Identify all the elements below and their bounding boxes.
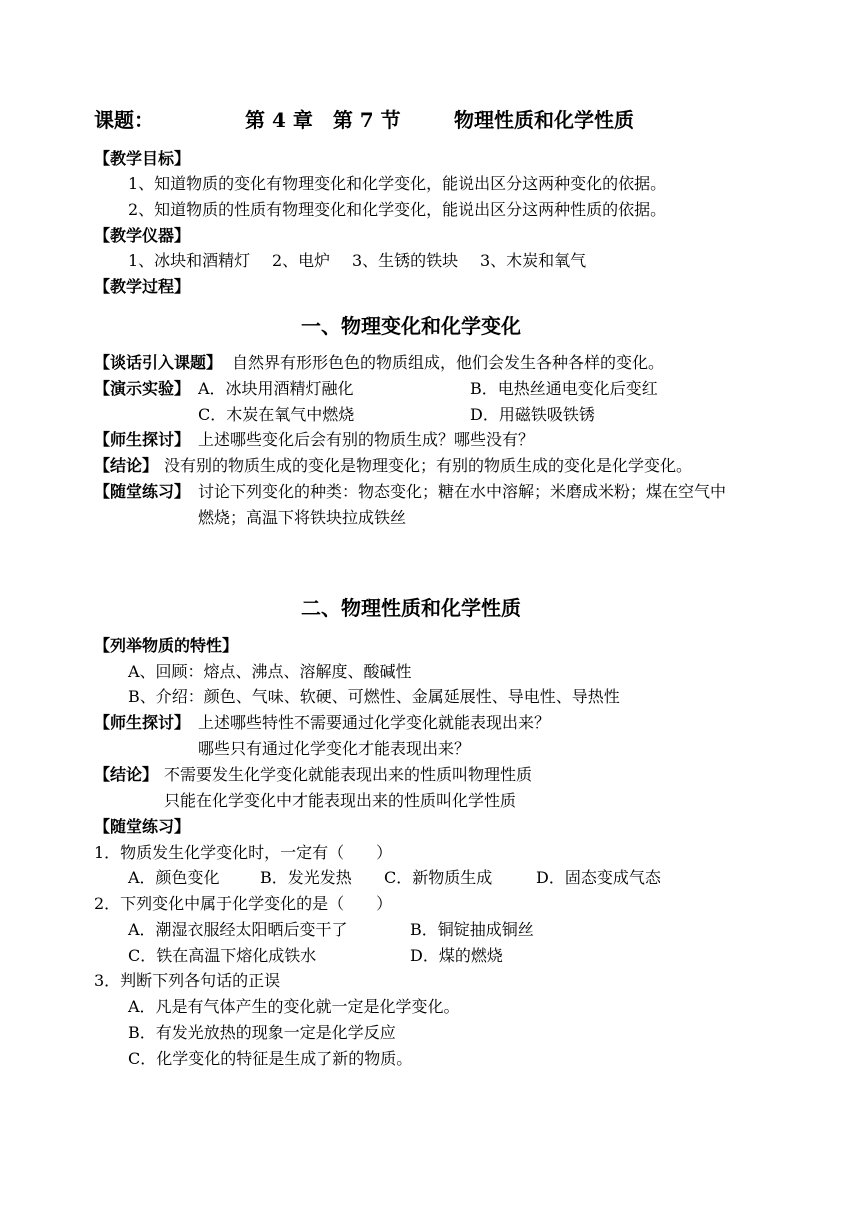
q1-option-a: A．颜色变化 xyxy=(128,868,220,887)
list-item-b: B、介绍：颜色、气味、软硬、可燃性、金属延展性、导电性、导热性 xyxy=(128,687,620,706)
practice1-line2: 燃烧；高温下将铁块拉成铁丝 xyxy=(198,508,407,527)
instrument-item-4: 3、木炭和氧气 xyxy=(480,251,587,270)
conclusion1-text: 没有别的物质生成的变化是物理变化；有别的物质生成的变化是化学变化。 xyxy=(164,456,693,475)
q2-option-b: B．铜锭抽成铜丝 xyxy=(410,920,534,939)
q1-option-b: B．发光发热 xyxy=(260,868,352,887)
discuss2-line1: 上述哪些特性不需要通过化学变化就能表现出来？ xyxy=(198,713,551,732)
goals-heading: 【教学目标】 xyxy=(94,149,191,168)
q3-stem: 3．判断下列各句话的正误 xyxy=(94,971,281,990)
instruments-heading: 【教学仪器】 xyxy=(94,226,191,245)
title-topic: 物理性质和化学性质 xyxy=(454,108,634,132)
demo-option-a: A．冰块用酒精灯融化 xyxy=(198,379,354,398)
instrument-item-1: 1、冰块和酒精灯 xyxy=(128,251,251,270)
discuss2-line2: 哪些只有通过化学变化才能表现出来？ xyxy=(198,739,471,758)
q3-statement-b: B．有发光放热的现象一定是化学反应 xyxy=(128,1023,396,1042)
demo-option-c: C．木炭在氧气中燃烧 xyxy=(198,405,355,424)
discuss1-label: 【师生探讨】 xyxy=(94,430,191,449)
title-chapter: 第 4 章 第 7 节 xyxy=(245,108,401,132)
practice1-label: 【随堂练习】 xyxy=(94,482,191,501)
intro-label: 【谈话引入课题】 xyxy=(94,353,223,372)
intro-text: 自然界有形形色色的物质组成，他们会发生各种各样的变化。 xyxy=(232,353,665,372)
section1-heading: 一、物理变化和化学变化 xyxy=(301,314,521,338)
conclusion2-line2: 只能在化学变化中才能表现出来的性质叫化学性质 xyxy=(164,791,517,810)
goal-item-2: 2、知道物质的性质有物理变化和化学变化，能说出区分这两种性质的依据。 xyxy=(128,200,667,219)
section2-heading: 二、物理性质和化学性质 xyxy=(301,596,521,620)
q1-option-d: D．固态变成气态 xyxy=(536,868,661,887)
list-item-a: A、回顾：熔点、沸点、溶解度、酸碱性 xyxy=(128,662,412,681)
q3-statement-a: A．凡是有气体产生的变化就一定是化学变化。 xyxy=(128,997,460,1016)
q1-option-c: C．新物质生成 xyxy=(384,868,493,887)
demo-label: 【演示实验】 xyxy=(94,379,191,398)
q2-option-a: A．潮湿衣服经太阳晒后变干了 xyxy=(128,920,348,939)
conclusion2-label: 【结论】 xyxy=(94,765,159,784)
q3-statement-c: C．化学变化的特征是生成了新的物质。 xyxy=(128,1049,413,1068)
discuss2-label: 【师生探讨】 xyxy=(94,713,191,732)
title-label: 课题： xyxy=(94,108,154,132)
q2-option-c: C．铁在高温下熔化成铁水 xyxy=(128,946,317,965)
discuss1-text: 上述哪些变化后会有别的物质生成？哪些没有？ xyxy=(198,430,535,449)
process-heading: 【教学过程】 xyxy=(94,277,191,296)
conclusion2-line1: 不需要发生化学变化就能表现出来的性质叫物理性质 xyxy=(164,765,533,784)
practice1-line1: 讨论下列变化的种类：物态变化；糖在水中溶解；米磨成米粉；煤在空气中 xyxy=(198,482,727,501)
practice2-heading: 【随堂练习】 xyxy=(94,817,191,836)
instrument-item-3: 3、生锈的铁块 xyxy=(352,251,459,270)
list-heading: 【列举物质的特性】 xyxy=(94,636,239,655)
q2-stem: 2．下列变化中属于化学变化的是（ ） xyxy=(94,894,393,913)
conclusion1-label: 【结论】 xyxy=(94,456,159,475)
demo-option-d: D．用磁铁吸铁锈 xyxy=(470,405,595,424)
demo-option-b: B．电热丝通电变化后变红 xyxy=(470,379,658,398)
q1-stem: 1．物质发生化学变化时，一定有（ ） xyxy=(94,843,393,862)
instrument-item-2: 2、电炉 xyxy=(272,251,331,270)
goal-item-1: 1、知道物质的变化有物理变化和化学变化，能说出区分这两种变化的依据。 xyxy=(128,174,667,193)
q2-option-d: D．煤的燃烧 xyxy=(410,946,503,965)
